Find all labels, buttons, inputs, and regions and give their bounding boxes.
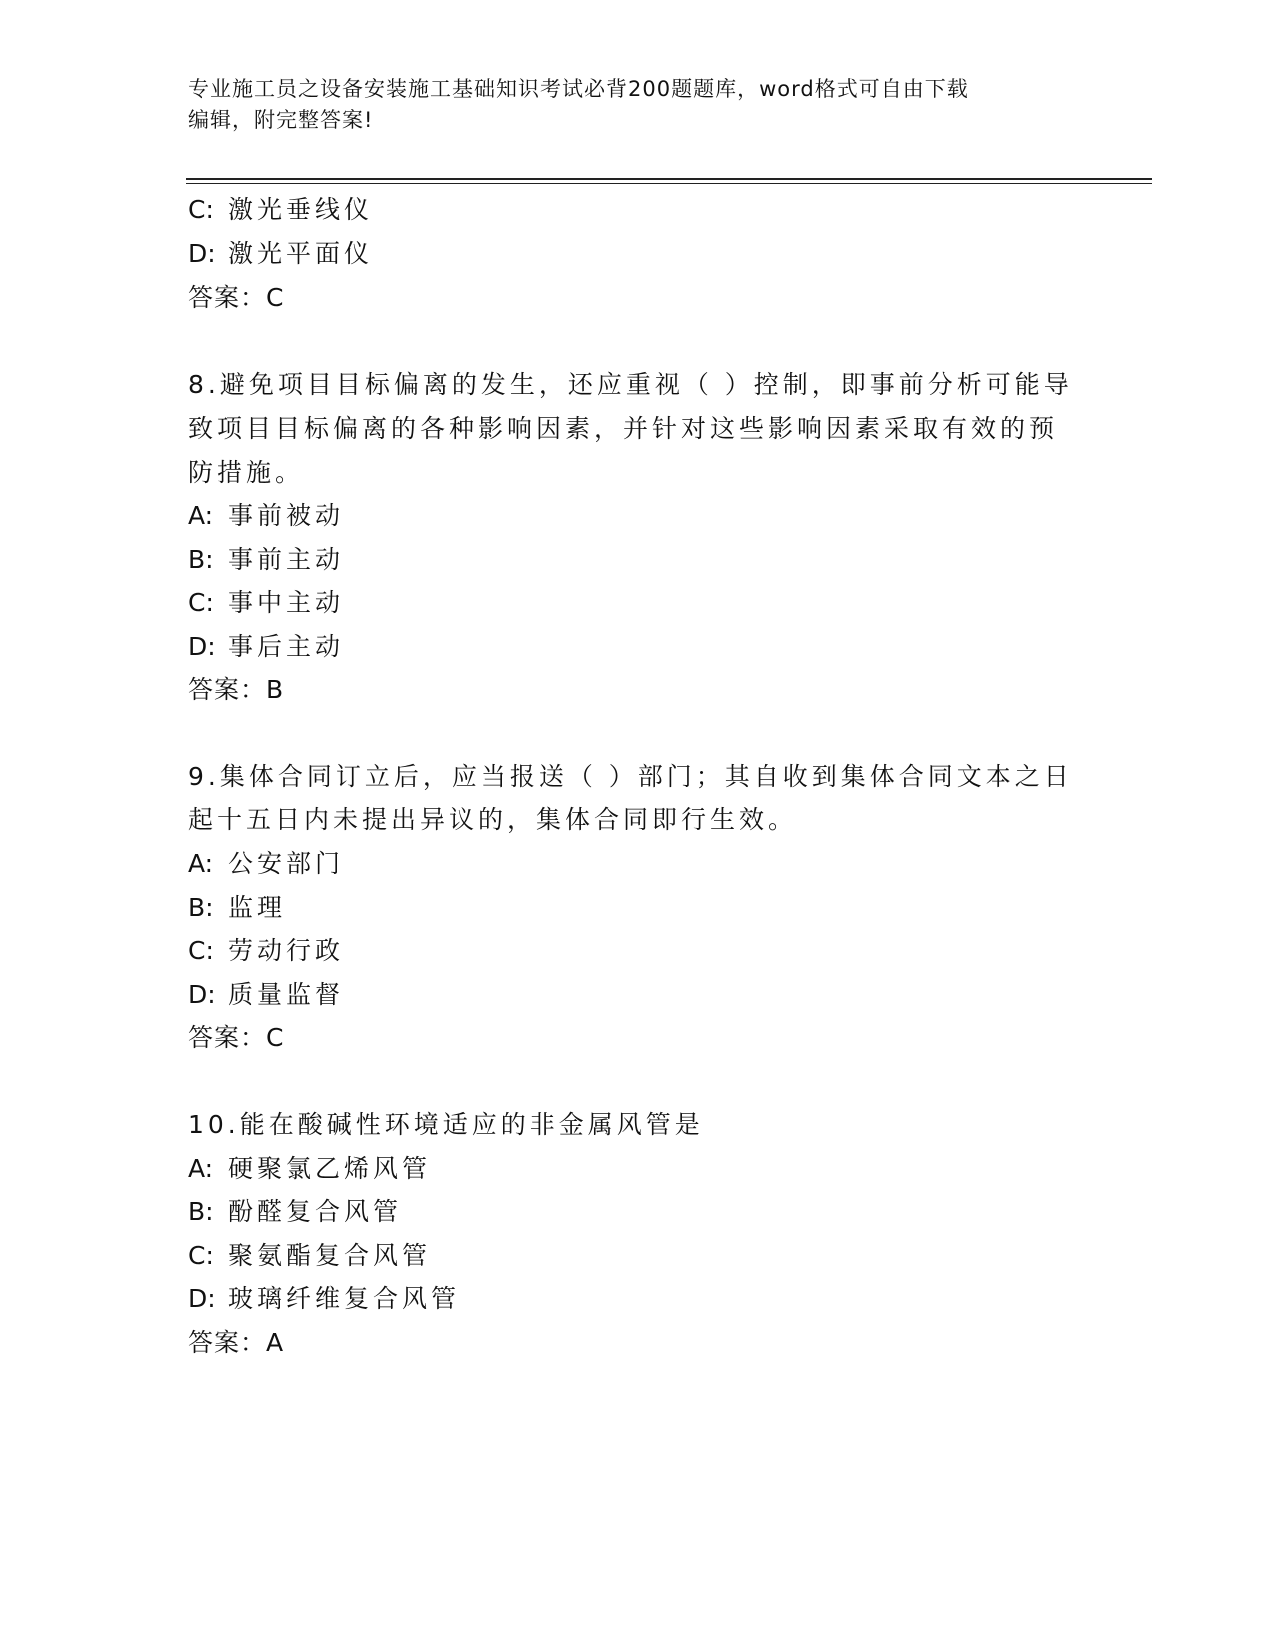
option-label: C: [188,1241,214,1270]
option-label: C: [188,936,214,965]
header-line-1: 专业施工员之设备安装施工基础知识考试必背200题题库，word格式可自由下载 [188,77,969,101]
q8-option-a [188,496,344,532]
option-label: C: [188,588,214,617]
q8-option-d [188,627,344,663]
q8-answer: 答案：B [188,675,285,704]
option-text: 公安部门 [228,849,345,878]
option-text: 事后主动 [228,632,345,661]
option-text: 玻璃纤维复合风管 [228,1284,461,1313]
q8-stem-line-1: 8.避免项目目标偏离的发生，还应重视（ ）控制，即事前分析可能导 [188,370,1073,399]
q10-option-c [188,1236,431,1272]
option-text: 硬聚氯乙烯风管 [228,1154,432,1183]
q8-option-c [188,583,344,619]
q7-option-d [188,234,373,270]
option-text: 聚氨酯复合风管 [228,1241,432,1270]
q9-option-d [188,975,344,1011]
q9-option-b [188,888,286,924]
q10-option-b [188,1192,402,1228]
q10-answer: 答案：A [188,1328,285,1357]
q8-option-b [188,540,344,576]
header-rule-thick [186,178,1152,180]
option-label: B: [188,1197,214,1226]
option-label: A: [188,849,214,878]
q10-stem-line-1: 10.能在酸碱性环境适应的非金属风管是 [188,1110,704,1139]
option-text: 质量监督 [228,980,345,1009]
option-label: A: [188,1154,214,1183]
option-label: D: [188,1284,216,1313]
q9-answer: 答案：C [188,1023,285,1052]
option-label: D: [188,632,216,661]
option-text: 激光垂线仪 [228,195,374,224]
q10-option-a [188,1149,431,1185]
option-text: 事前主动 [228,545,345,574]
q9-option-c [188,931,344,967]
q9-stem-line-2: 起十五日内未提出异议的，集体合同即行生效。 [188,805,798,834]
option-text: 事中主动 [228,588,345,617]
header-line-2: 编辑，附完整答案! [188,108,374,132]
option-label: B: [188,545,214,574]
option-label: C: [188,195,214,224]
option-label: D: [188,239,216,268]
q10-option-d [188,1279,460,1315]
q8-stem-line-2: 致项目目标偏离的各种影响因素，并针对这些影响因素采取有效的预 [188,414,1059,443]
q9-stem-line-1: 9.集体合同订立后，应当报送（ ）部门；其自收到集体合同文本之日 [188,762,1073,791]
option-text: 监理 [228,893,287,922]
option-label: D: [188,980,216,1009]
header-rule-thin [186,183,1152,184]
option-text: 激光平面仪 [228,239,374,268]
q9-option-a [188,844,344,880]
q7-answer: 答案：C [188,283,285,312]
option-text: 酚醛复合风管 [228,1197,403,1226]
q8-stem-line-3: 防措施。 [188,458,305,487]
option-label: A: [188,501,214,530]
document-header [188,74,1068,136]
q7-option-c [188,190,373,226]
option-text: 事前被动 [228,501,345,530]
option-text: 劳动行政 [228,936,345,965]
option-label: B: [188,893,214,922]
